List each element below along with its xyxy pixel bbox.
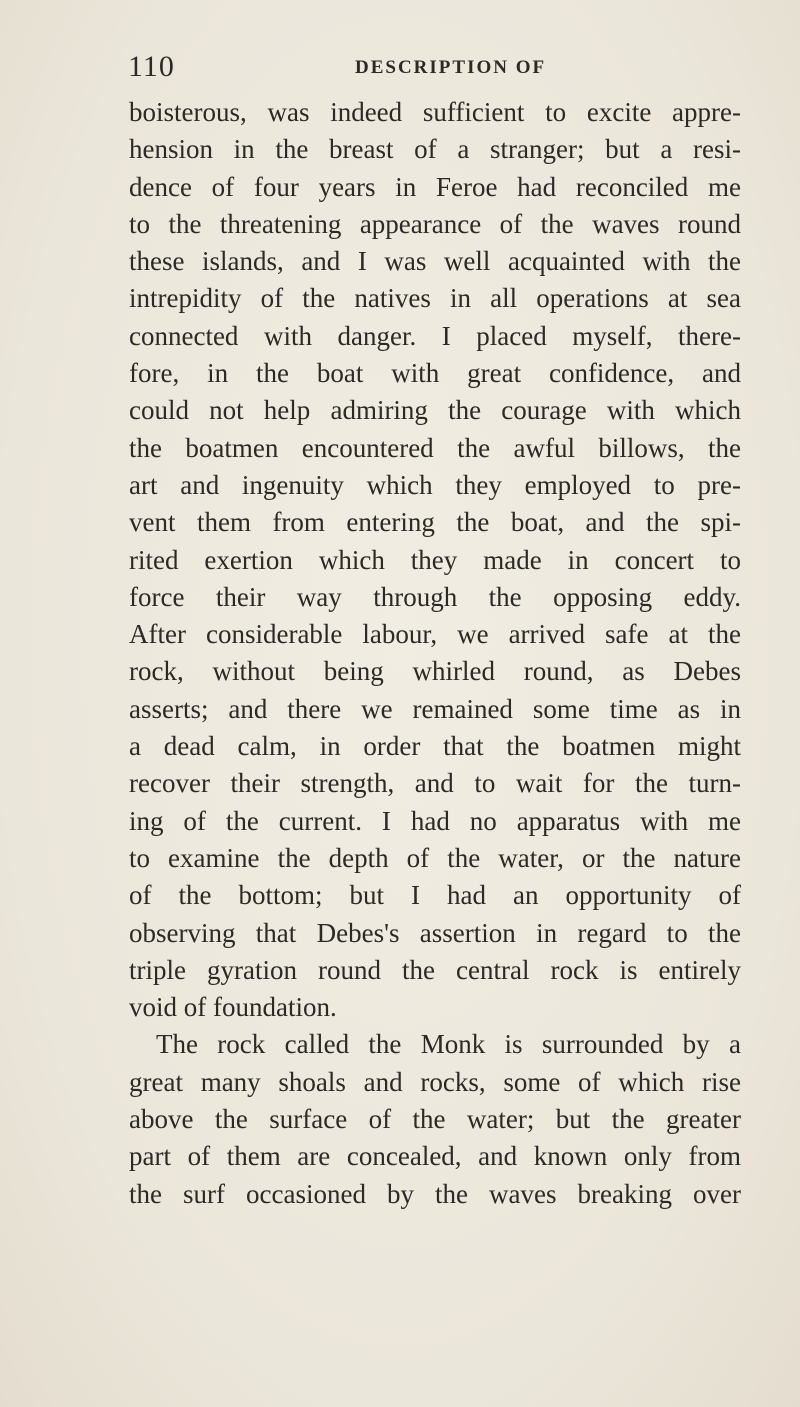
- text-line: above the surface of the water; but the greater: [129, 1104, 741, 1135]
- text-line: the surf occasioned by the waves breaking over: [129, 1178, 741, 1209]
- text-line: of the bottom; but I had an opportunity of: [129, 880, 741, 911]
- text-line: boisterous, was indeed sufficient to excite appre-: [129, 97, 741, 127]
- text-line: asserts; and there we remained some time as in: [129, 693, 741, 724]
- text-line: the boatmen encountered the awful billows, the: [129, 432, 741, 463]
- text-line: ing of the current. I had no apparatus with me: [129, 805, 741, 836]
- text-line: a dead calm, in order that the boatmen might: [129, 731, 741, 762]
- text-line: hension in the breast of a stranger; but a resi-: [129, 134, 741, 165]
- text-line: recover their strength, and to wait for the turn-: [129, 768, 741, 799]
- text-line: vent them from entering the boat, and the spi-: [129, 507, 741, 538]
- text-line: The rock called the Monk is surrounded by a: [156, 1029, 741, 1060]
- running-head: DESCRIPTION OF: [355, 57, 547, 78]
- text-line: dence of four years in Feroe had reconciled me: [129, 171, 741, 202]
- text-line: connected with danger. I placed myself, there-: [129, 320, 741, 351]
- text-line: could not help admiring the courage with which: [129, 395, 741, 426]
- text-line: observing that Debes's assertion in regard to the: [129, 917, 741, 948]
- text-line: After considerable labour, we arrived safe at the: [129, 619, 741, 650]
- text-line: fore, in the boat with great confidence, and: [129, 358, 741, 389]
- text-line: rock, without being whirled round, as Debes: [129, 656, 741, 687]
- text-line: these islands, and I was well acquainted with the: [129, 246, 741, 277]
- page-number: 110: [128, 50, 175, 83]
- text-line: force their way through the opposing eddy.: [129, 581, 741, 612]
- text-line: art and ingenuity which they employed to pre-: [129, 469, 741, 500]
- paragraph-1: [129, 94, 741, 1026]
- text-line: great many shoals and rocks, some of which rise: [129, 1066, 741, 1097]
- text-line: to the threatening appearance of the waves round: [129, 208, 741, 239]
- paragraph-2: [129, 1026, 741, 1212]
- body-text: [129, 94, 741, 1213]
- text-line: triple gyration round the central rock is entirely: [129, 954, 741, 985]
- text-line: part of them are concealed, and known only from: [129, 1141, 741, 1172]
- text-line: void of foundation.: [129, 992, 337, 1023]
- text-line: intrepidity of the natives in all operations at sea: [129, 283, 741, 314]
- text-line: rited exertion which they made in concert to: [129, 544, 741, 575]
- text-line: to examine the depth of the water, or the nature: [129, 842, 741, 873]
